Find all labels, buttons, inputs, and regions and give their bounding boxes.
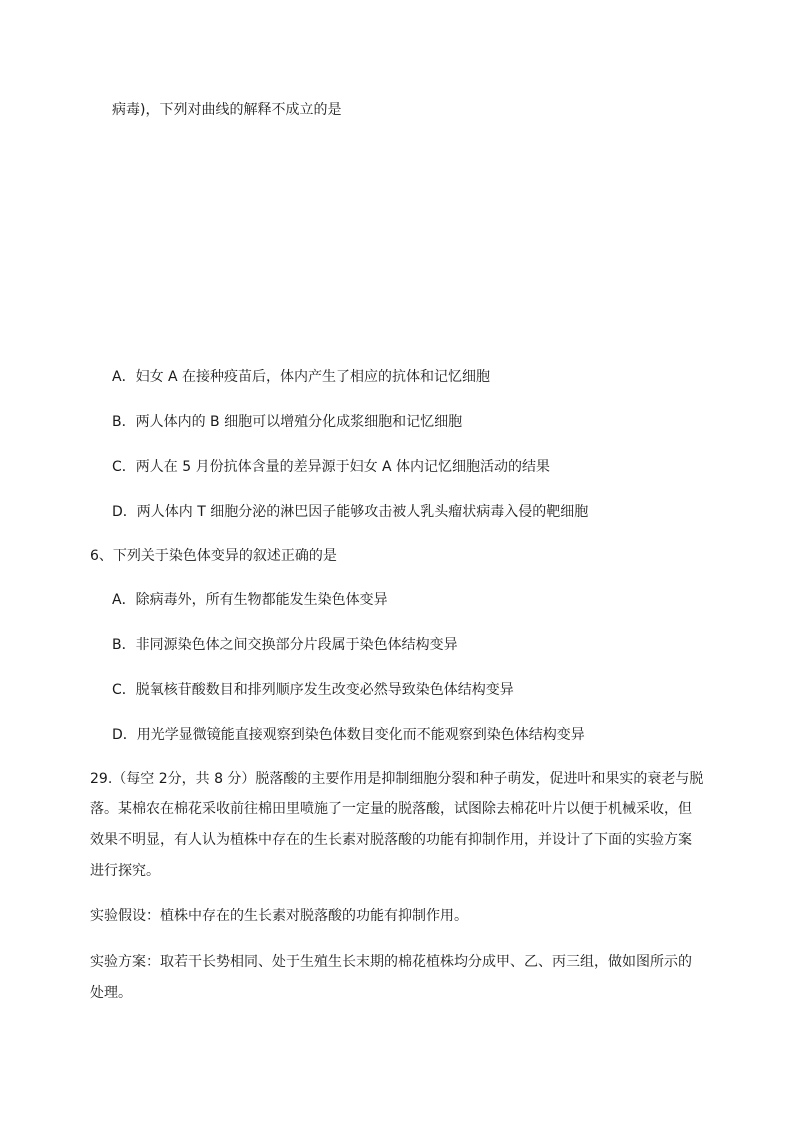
q5-option-c: C．两人在 5 月份抗体含量的差异源于妇女 A 体内记忆细胞活动的结果: [112, 459, 551, 475]
q5-option-d: D．两人体内 T 细胞分泌的淋巴因子能够攻击被人乳头瘤状病毒入侵的靶细胞: [112, 504, 589, 520]
q29-hypothesis: 实验假设：植株中存在的生长素对脱落酸的功能有抑制作用。: [90, 908, 468, 924]
q29-line-1: 29.（每空 2分，共 8 分）脱落酸的主要作用是抑制细胞分裂和种子萌发，促进叶和果实的衰老与脱: [90, 771, 704, 787]
q5-stem-tail: 病毒)，下列对曲线的解释不成立的是: [112, 102, 342, 118]
q29-plan-line-2: 处理。: [90, 985, 132, 1001]
q6-option-a: A．除病毒外，所有生物都能发生染色体变异: [112, 592, 388, 608]
q29-line-3: 效果不明显，有人认为植株中存在的生长素对脱落酸的功能有抑制作用，并设计了下面的实验方案: [90, 832, 692, 848]
q29-line-2: 落。某棉农在棉花采收前往棉田里喷施了一定量的脱落酸，试图除去棉花叶片以便于机械采收，但: [90, 801, 692, 817]
q5-option-a: A．妇女 A 在接种疫苗后，体内产生了相应的抗体和记忆细胞: [112, 369, 491, 385]
q6-stem: 6、下列关于染色体变异的叙述正确的是: [90, 548, 337, 564]
q5-option-b: B．两人体内的 B 细胞可以增殖分化成浆细胞和记忆细胞: [112, 414, 463, 430]
q6-option-b: B．非同源染色体之间交换部分片段属于染色体结构变异: [112, 637, 458, 653]
q6-option-c: C．脱氧核苷酸数目和排列顺序发生改变必然导致染色体结构变异: [112, 682, 514, 698]
q29-plan-line-1: 实验方案：取若干长势相同、处于生殖生长末期的棉花植株均分成甲、乙、丙三组，做如图所示的: [90, 954, 692, 970]
q6-option-d: D．用光学显微镜能直接观察到染色体数目变化而不能观察到染色体结构变异: [112, 727, 585, 743]
q29-line-4: 进行探究。: [90, 863, 160, 879]
figure-placeholder: [110, 135, 670, 355]
